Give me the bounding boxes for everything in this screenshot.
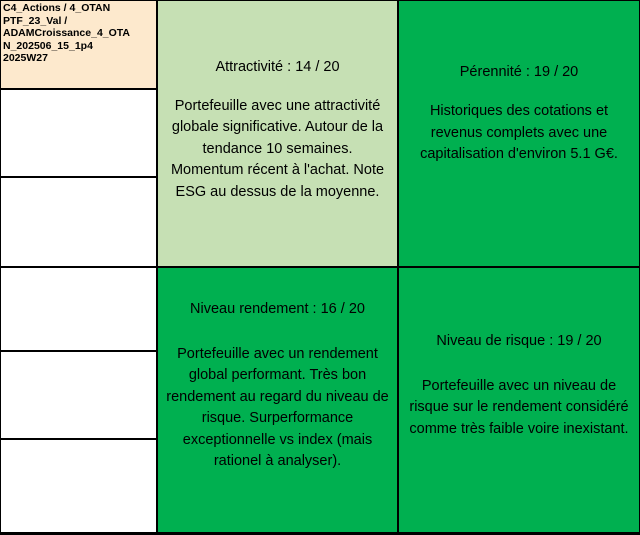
rendement-score: Niveau rendement : 16 / 20 — [190, 300, 365, 317]
label-line: PTF_23_Val / — [3, 14, 68, 27]
attractivite-score: Attractivité : 14 / 20 — [215, 58, 340, 75]
risque-cell[interactable] — [399, 268, 639, 532]
rendement-description: Portefeuille avec un rendement global performant. Très bon rendement au regard du niveau de risque. Surperformance exceptionnelle vs index (mais rationel à analyser). — [166, 345, 389, 469]
label-line: 2025W27 — [3, 52, 48, 64]
empty-cell[interactable] — [1, 440, 156, 532]
empty-cell[interactable] — [1, 178, 156, 266]
label-line: C4_Actions / 4_OTAN — [3, 2, 111, 14]
perennite-cell[interactable] — [399, 1, 639, 266]
risque-score: Niveau de risque : 19 / 20 — [436, 332, 602, 349]
empty-cell[interactable] — [1, 268, 156, 350]
label-line: ADAMCroissance_4_OTA — [3, 27, 131, 39]
attractivite-description: Portefeuille avec une attractivité globale significative. Autour de la tendance 10 semaines. Momentum récent à l'achat. Note ESG au dessus de la moyenne. — [170, 97, 385, 200]
portfolio-label-cell[interactable] — [1, 1, 156, 88]
rendement-cell[interactable] — [158, 268, 397, 532]
attractivite-cell[interactable] — [158, 1, 397, 266]
perennite-description: Historiques des cotations et revenus complets avec une capitalisation d'environ 5.1 G€. — [420, 103, 618, 163]
risque-description: Portefeuille avec un niveau de risque sur le rendement considéré comme très faible voire inexistant. — [409, 377, 629, 437]
empty-cell[interactable] — [1, 352, 156, 438]
perennite-score: Pérennité : 19 / 20 — [459, 64, 579, 81]
label-line: N_202506_15_1p4 — [3, 39, 93, 52]
empty-cell[interactable] — [1, 90, 156, 176]
